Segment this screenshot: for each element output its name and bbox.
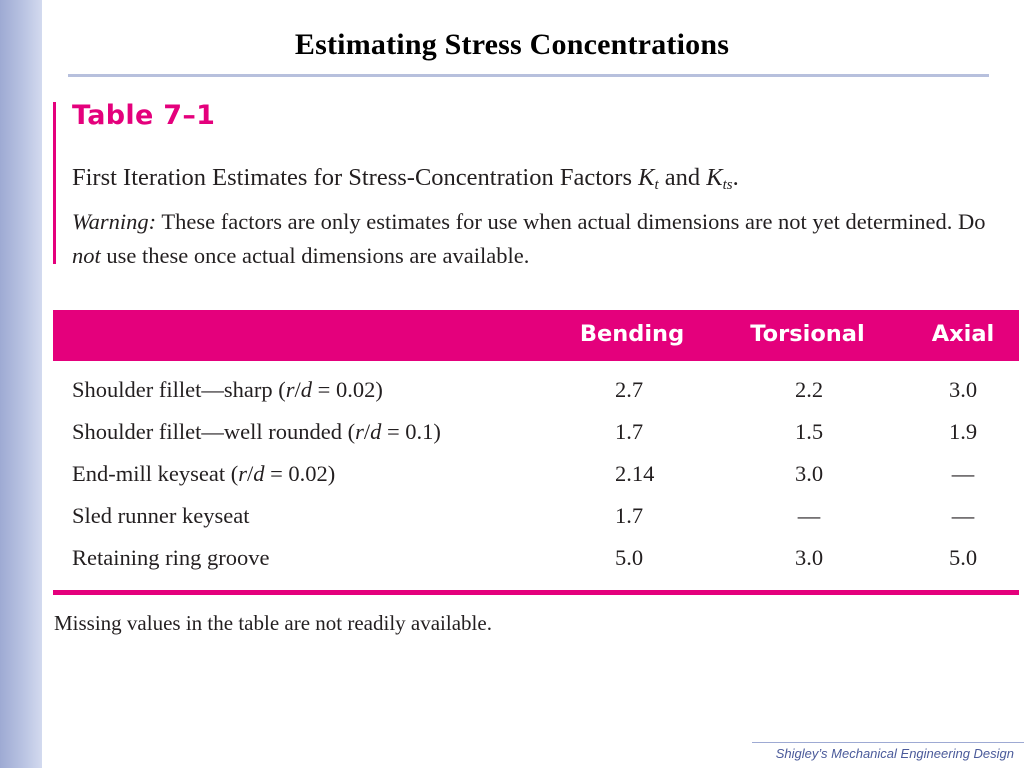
footer-credit: Shigley’s Mechanical Engineering Design — [775, 746, 1014, 761]
caption-prefix: First Iteration Estimates for Stress-Concentration Factors — [72, 164, 639, 191]
column-header-bending: Bending — [579, 321, 685, 347]
torsional-value: — — [797, 503, 821, 528]
caption-accent-bar — [53, 102, 56, 264]
kt-symbol: $K_t$ — [638, 164, 659, 193]
bending-value: 1.7 — [615, 419, 644, 444]
table-footnote: Missing values in the table are not readily available. — [54, 611, 492, 635]
bending-value: 2.7 — [615, 377, 644, 402]
axial-value: 3.0 — [948, 377, 978, 402]
axial-value: 1.9 — [948, 419, 978, 444]
table-row — [53, 538, 1019, 580]
torsional-value: 3.0 — [794, 461, 824, 486]
table-bottom-rule — [53, 590, 1019, 595]
column-header-torsional: Torsional — [750, 321, 865, 347]
footer-divider — [752, 742, 1024, 743]
bending-value: 1.7 — [615, 503, 644, 528]
row-label: Sled runner keyseat — [72, 503, 250, 528]
torsional-value: 1.5 — [794, 419, 824, 444]
table-body — [53, 370, 1019, 580]
row-label: End-mill keyseat (r/d = 0.02) — [72, 461, 336, 486]
slide-title: Estimating Stress Concentrations — [294, 28, 730, 61]
warning-note: Warning: These factors are only estimates for use when actual dimensions are not yet determined. Do not use these once actual dimensions are available. — [72, 209, 986, 268]
table-row — [53, 454, 1019, 496]
title-divider — [68, 74, 989, 77]
table-number: Table 7–1 — [72, 100, 216, 131]
axial-value: — — [951, 461, 975, 486]
warning-label: Warning: — [72, 209, 157, 234]
table-row — [53, 496, 1019, 538]
bending-value: 2.14 — [615, 461, 655, 486]
warning-emphasis: not — [72, 243, 101, 268]
left-decorative-strip — [0, 0, 42, 768]
row-label: Shoulder fillet—well rounded (r/d = 0.1) — [72, 419, 441, 444]
bending-value: 5.0 — [615, 545, 644, 570]
column-header-axial: Axial — [931, 321, 995, 347]
table-header-row — [53, 310, 1019, 361]
caption-joiner: and — [658, 164, 707, 191]
table-caption — [72, 164, 739, 192]
torsional-value: 2.2 — [794, 377, 824, 402]
row-label: Shoulder fillet—sharp (r/d = 0.02) — [72, 377, 383, 402]
kts-symbol: $K_{ts}$ — [706, 164, 733, 193]
table-row — [53, 370, 1019, 412]
table-row — [53, 412, 1019, 454]
row-label: Retaining ring groove — [72, 545, 270, 570]
axial-value: — — [951, 503, 975, 528]
torsional-value: 3.0 — [794, 545, 824, 570]
caption-suffix: . — [732, 164, 739, 191]
axial-value: 5.0 — [948, 545, 978, 570]
